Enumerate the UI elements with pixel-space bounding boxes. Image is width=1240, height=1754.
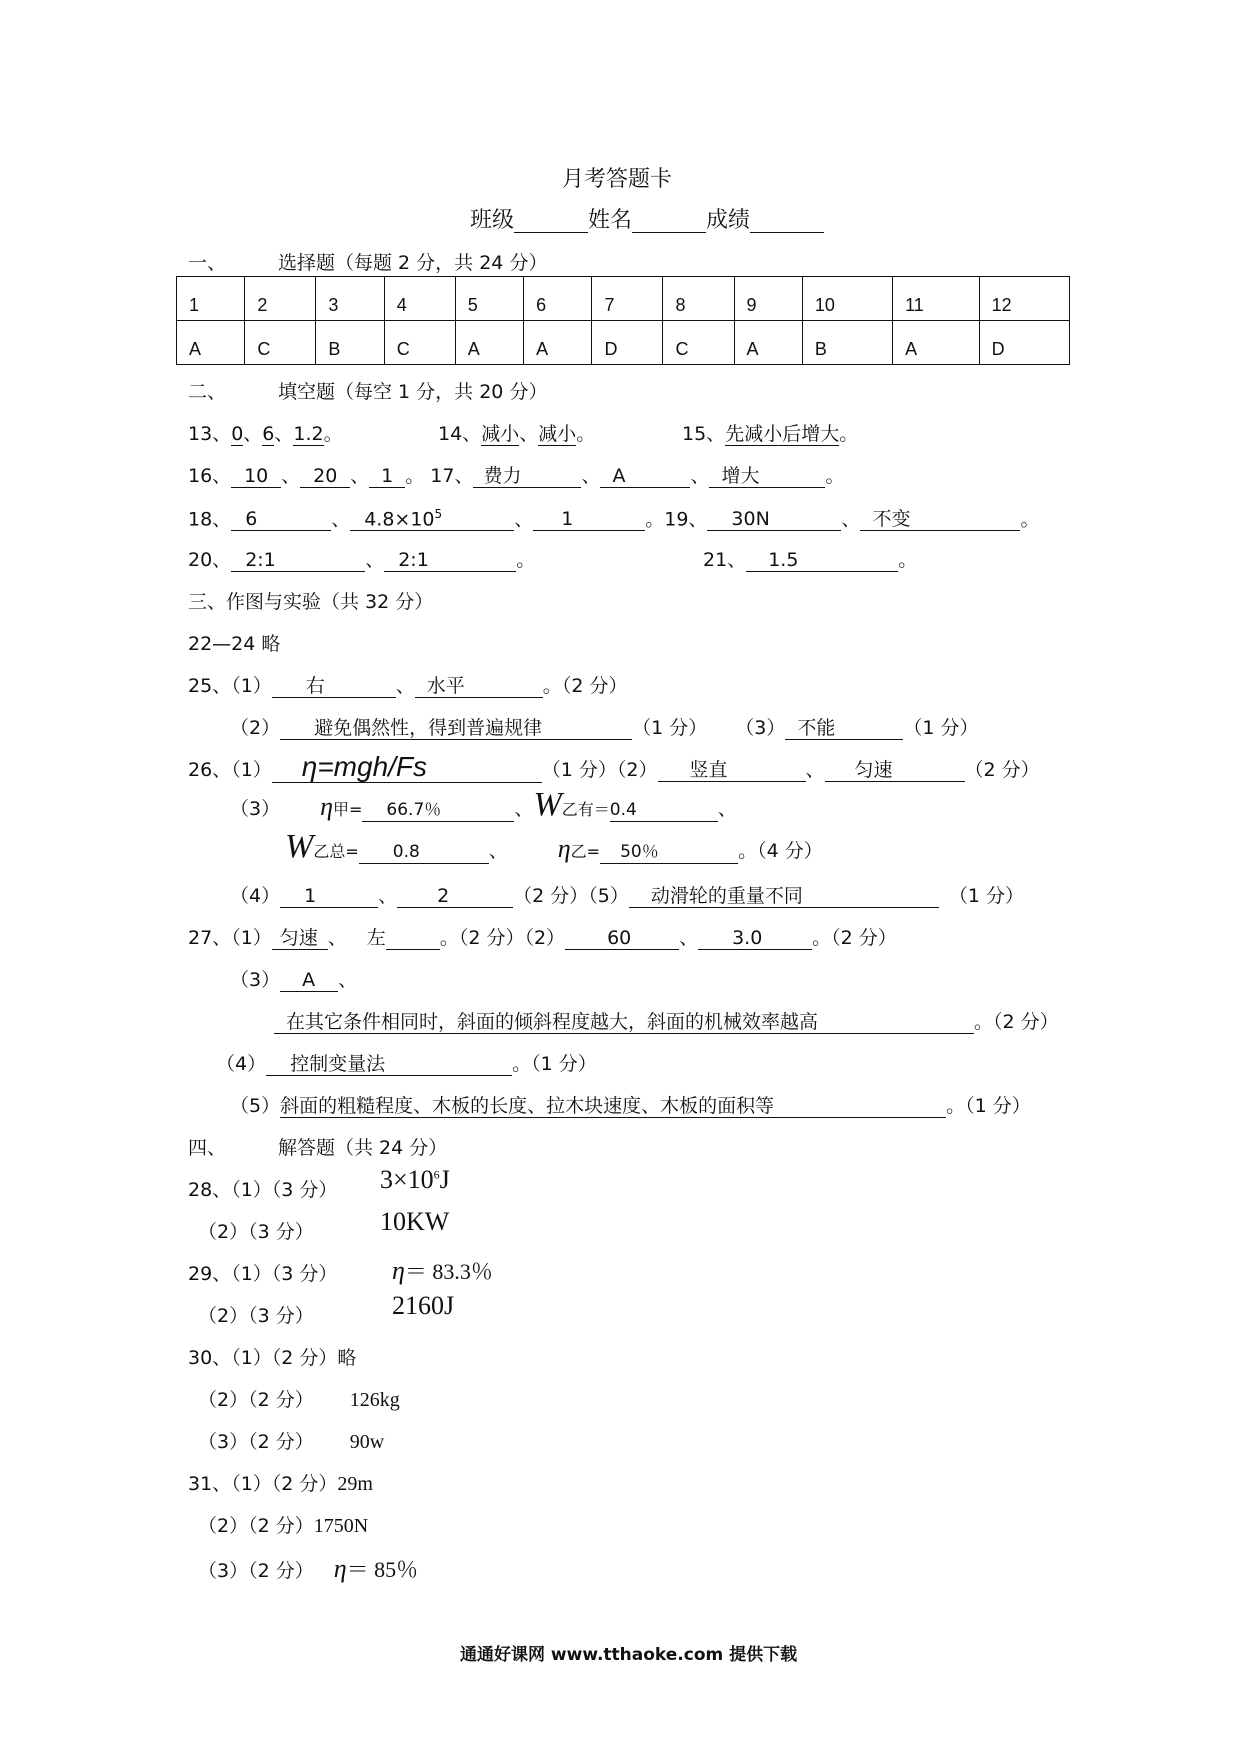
class-field[interactable]	[514, 210, 588, 233]
mc-answer-cell: C	[245, 321, 316, 365]
q26-formula: η=mgh/Fs	[272, 752, 542, 783]
mc-number-cell: 6	[524, 277, 592, 321]
q27-answer-1: 匀速	[272, 927, 328, 950]
q28-answer-2: 10KW	[380, 1207, 450, 1236]
q16-answer-2: 20	[300, 465, 350, 488]
q16-q17: 16、 10 、 20 、 1 。 17、 费力 、 A 、 增大 。	[188, 465, 845, 487]
mc-number-cell: 9	[734, 277, 802, 321]
mc-number-cell: 10	[802, 277, 892, 321]
mc-answer-cell: A	[455, 321, 523, 365]
mc-answer-cell: D	[979, 321, 1069, 365]
q20-answer-2: 2:1	[384, 549, 516, 572]
q14-answer-2: 减小	[538, 423, 577, 445]
q30-part3: （3）（2 分） 90w	[198, 1431, 385, 1453]
q30-answer-2: 126kg	[349, 1389, 400, 1411]
mc-answer-cell: C	[384, 321, 455, 365]
mc-number-row	[177, 277, 1070, 321]
q13-answer-2: 6	[262, 423, 275, 445]
q29-answer-1: η＝ 83.3％	[392, 1256, 493, 1285]
multiple-choice-table	[176, 276, 1070, 365]
mc-answer-cell: D	[592, 321, 663, 365]
q14: 14、减小、减小。	[438, 423, 596, 445]
mc-answer-cell: A	[893, 321, 980, 365]
q27-answer-2: 左	[366, 927, 386, 949]
q31-answer-2: 1750N	[313, 1515, 369, 1537]
mc-number-cell: 1	[177, 277, 245, 321]
q27-answer-6: 在其它条件相同时，斜面的倾斜程度越大，斜面的机械效率越高	[274, 1011, 974, 1034]
mc-number-cell: 5	[455, 277, 523, 321]
q19-answer-2: 不变	[860, 508, 1020, 531]
q29-part2: （2）（3 分）	[198, 1305, 314, 1327]
section-2-heading: 二、 填空题（每空 1 分，共 20 分）	[188, 381, 548, 403]
mc-number-cell: 4	[384, 277, 455, 321]
q27-answer-3: 60	[565, 927, 679, 950]
q26-w-yi-you: 0.4	[610, 799, 718, 822]
q26-part4-5: （4） 1 、 2 （2 分）（5） 动滑轮的重量不同 （1 分）	[230, 885, 1024, 907]
q26-w-yi-zong: 0.8	[359, 841, 489, 864]
score-label: 成绩	[706, 208, 751, 233]
q17-answer-1: 费力	[473, 465, 581, 488]
q26-part1-2: 26、（1） η=mgh/Fs （1 分）（2） 竖直 、 匀速 （2 分）	[188, 751, 1040, 782]
q30-part2: （2）（2 分） 126kg	[198, 1389, 400, 1411]
q17-answer-2: A	[600, 465, 690, 488]
q14-answer-1: 减小	[481, 423, 520, 445]
q30-answer-3: 90w	[349, 1431, 385, 1453]
q25-answer-1: 右	[272, 675, 396, 698]
q27-part3-line2: 在其它条件相同时，斜面的倾斜程度越大，斜面的机械效率越高 。（2 分）	[274, 1007, 1059, 1034]
q18-answer-3: 1	[533, 508, 645, 531]
q18-answer-1: 6	[231, 508, 331, 531]
mc-answer-row	[177, 321, 1070, 365]
q13-answer-1: 0	[231, 423, 244, 445]
q27-answer-8: 斜面的粗糙程度、木板的长度、拉木块速度、木板的面积等	[280, 1095, 946, 1118]
q26-eta-jia: 66.7％	[362, 799, 514, 822]
q29-part1: 29、（1）（3 分）	[188, 1263, 338, 1285]
q29-answer-2: 2160J	[392, 1291, 455, 1320]
q21-answer: 1.5	[746, 549, 898, 572]
class-label: 班级	[470, 208, 515, 233]
q27-answer-4: 3.0	[698, 927, 812, 950]
section-4-heading: 四、 解答题（共 24 分）	[188, 1137, 448, 1159]
section-1-heading: 一、 选择题（每题 2 分，共 24 分）	[188, 252, 548, 274]
q15-answer: 先减小后增大	[725, 423, 840, 445]
q31-part2: （2）（2 分）1750N	[198, 1515, 369, 1537]
q20-answer-1: 2:1	[231, 549, 365, 572]
section-3-heading: 三、作图与实验（共 32 分）	[188, 591, 434, 613]
mc-number-cell: 12	[979, 277, 1069, 321]
q27-answer-7: 控制变量法	[266, 1053, 512, 1076]
q25-answer-3: 避免偶然性，得到普遍规律	[280, 717, 632, 740]
q26-answer-6: 动滑轮的重量不同	[629, 885, 939, 908]
q26-part3-line1: （3） η甲= 66.7％ 、W乙有＝0.4 、	[230, 786, 737, 823]
q31-part1: 31、（1）（2 分）29m	[188, 1473, 373, 1495]
mc-number-cell: 2	[245, 277, 316, 321]
mc-number-cell: 8	[663, 277, 734, 321]
q28-answer-1: $3\times 10^6J$	[380, 1165, 450, 1194]
q28-part1: 28、（1）（3 分）	[188, 1179, 338, 1201]
name-field[interactable]	[632, 210, 706, 233]
q26-answer-4: 1	[280, 885, 378, 908]
q26-part3-line2: W乙总= 0.8 、 η乙= 50％ 。（4 分）	[285, 828, 823, 865]
page-title: 月考答题卡	[562, 167, 673, 192]
q17-answer-3: 增大	[709, 465, 825, 488]
q26-answer-2: 竖直	[658, 759, 806, 782]
score-field[interactable]	[750, 210, 824, 233]
q27-part5: （5）斜面的粗糙程度、木板的长度、拉木块速度、木板的面积等 。（1 分）	[230, 1095, 1031, 1117]
q30-part1: 30、（1）（2 分）略	[188, 1347, 357, 1369]
mc-answer-cell: A	[524, 321, 592, 365]
q20: 20、 2:1 、 2:1 。	[188, 549, 536, 571]
q25-answer-4: 不能	[785, 717, 903, 740]
mc-answer-cell: A	[734, 321, 802, 365]
mc-number-cell: 7	[592, 277, 663, 321]
mc-number-cell: 11	[893, 277, 980, 321]
q16-answer-1: 10	[231, 465, 281, 488]
q16-answer-3: 1	[369, 465, 405, 488]
mc-answer-cell: C	[663, 321, 734, 365]
q27-part3-line1: （3） A 、	[230, 969, 358, 991]
q25-part1: 25、（1） 右 、 水平 。（2 分）	[188, 675, 628, 697]
q25-answer-2: 水平	[415, 675, 543, 698]
q18-q19: 18、 6 、 $4.8\times 10^5$ 、 1 。19、 30N 、 不变 。	[188, 503, 1039, 531]
q26-answer-5: 2	[397, 885, 513, 908]
mc-answer-cell: B	[802, 321, 892, 365]
q31-answer-3: η＝ 85％	[333, 1554, 419, 1583]
q27-answer-5: A	[280, 969, 338, 992]
mc-number-cell: 3	[316, 277, 384, 321]
q21: 21、 1.5 。	[703, 549, 918, 571]
header-fields	[470, 203, 824, 234]
mc-answer-cell: B	[316, 321, 384, 365]
q25-part2-3: （2） 避免偶然性，得到普遍规律 （1 分） （3） 不能 （1 分）	[230, 717, 979, 739]
q31-answer-1: 29m	[337, 1473, 373, 1495]
q19-answer-1: 30N	[707, 508, 841, 531]
footer-text: 通通好课网 www.tthaoke.com 提供下载	[460, 1645, 798, 1665]
q13-answer-3: 1.2	[293, 423, 324, 445]
q18-answer-2: 4.8×10	[364, 508, 435, 531]
mc-answer-cell: A	[177, 321, 245, 365]
q26-eta-yi: 50％	[600, 841, 738, 864]
name-label: 姓名	[588, 208, 633, 233]
q22-24: 22—24 略	[188, 633, 281, 655]
q27-part1-2: 27、（1） 匀速 、 左 。（2 分）（2） 60 、 3.0 。（2 分）	[188, 927, 897, 949]
q26-answer-3: 匀速	[825, 759, 965, 782]
q27-part4: （4） 控制变量法 。（1 分）	[216, 1053, 597, 1075]
q28-part2: （2）（3 分）	[198, 1221, 314, 1243]
q31-part3: （3）（2 分） η＝ 85％	[198, 1554, 419, 1583]
q15: 15、先减小后增大。	[682, 423, 859, 445]
q13: 13、0、6、1.2。	[188, 423, 343, 445]
